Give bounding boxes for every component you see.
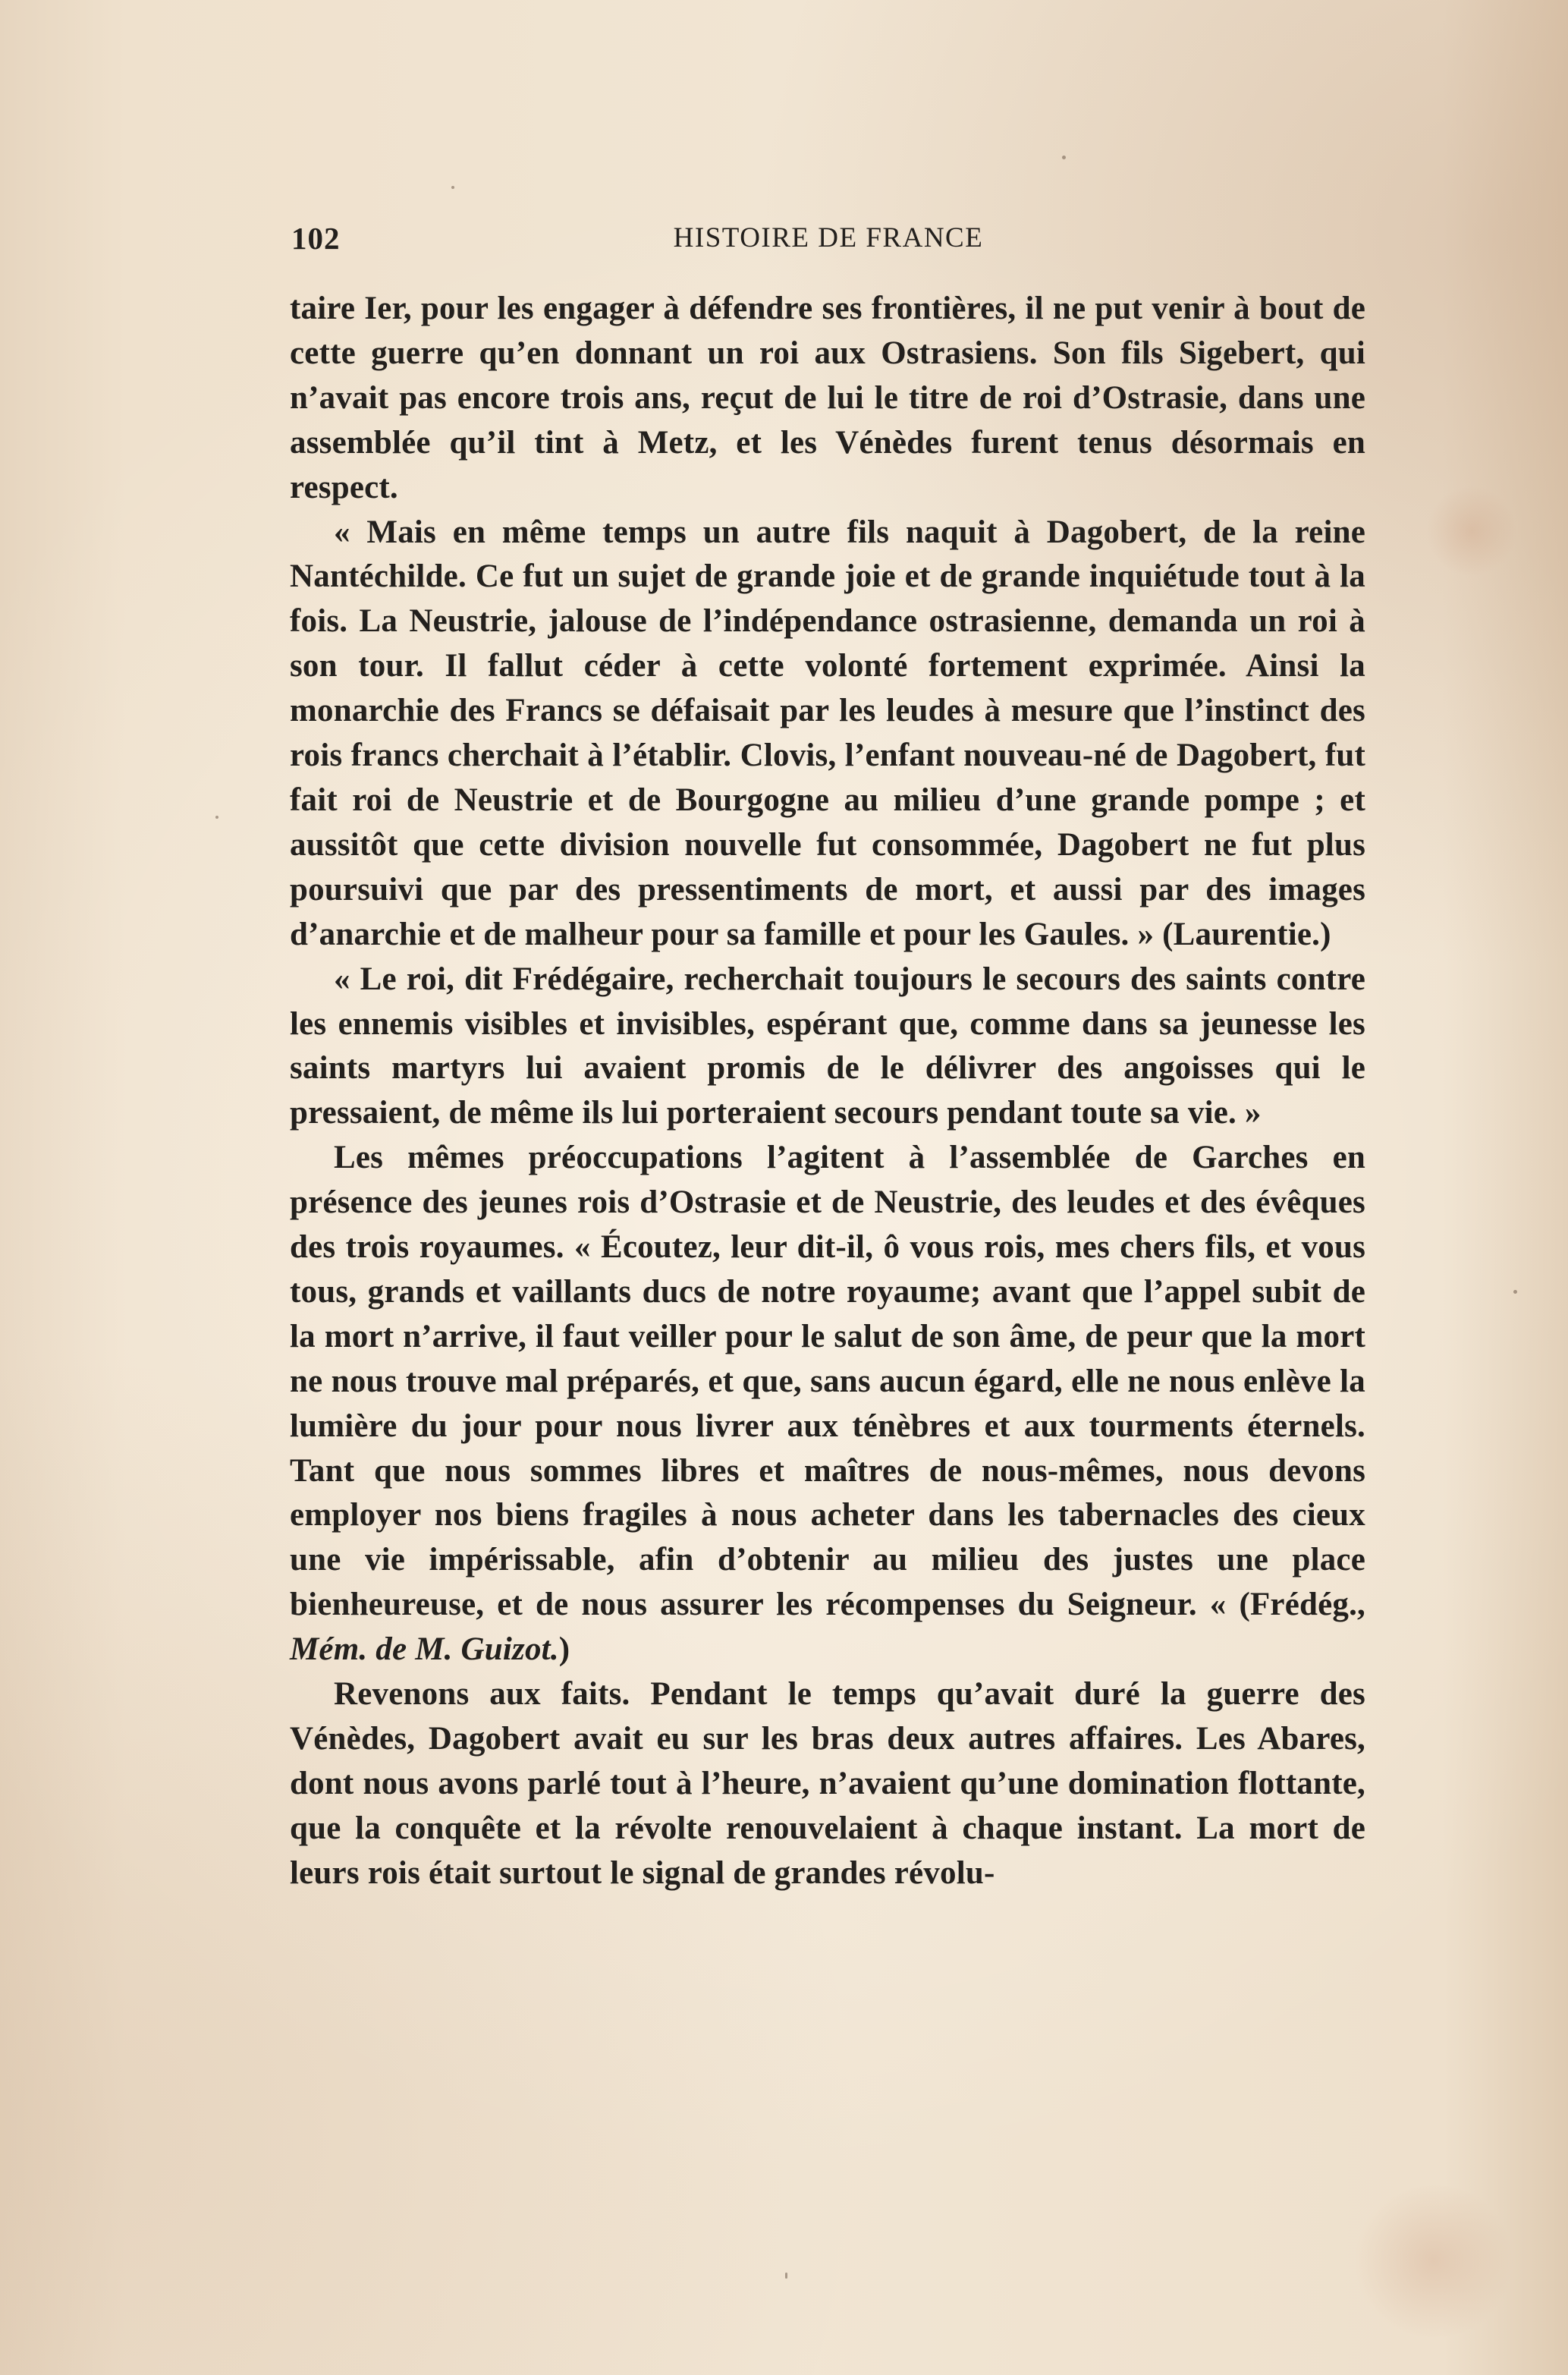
paragraph-4 — [290, 1136, 1365, 1672]
citation-closing: ) — [558, 1631, 570, 1668]
paper-stain — [1350, 2185, 1517, 2337]
paper-speck — [451, 186, 454, 189]
paper-stain — [1426, 486, 1517, 577]
running-title: HISTOIRE DE FRANCE — [673, 222, 984, 253]
paper-speck — [215, 816, 218, 819]
paragraph-1: taire Ier, pour les engager à défendre ses frontières, il ne put venir à bout de cette guerre qu’en donnant un roi aux Ostrasiens. Son fils Sigebert, qui n’avait pas encore trois ans, reçut de lui le titre de roi d’Ostrasie, dans une assemblée qu’il tint à Metz, et les Vénèdes furent tenus désormais en respect. — [290, 291, 1365, 505]
paragraph-5: Revenons aux faits. Pendant le temps qu’avait duré la guerre des Vénèdes, Dagobert avait eu sur les bras deux autres affaires. Les Abares, dont nous avons parlé tout à l’heure, n’avaient qu’une domination flottante, que la conquête et la révolte renouvelaient à chaque instant. La mort de leurs rois était surtout le signal de grandes révolu- — [290, 1676, 1365, 1891]
page-header — [291, 220, 1365, 260]
paper-speck — [1513, 1290, 1517, 1294]
body-text — [290, 287, 1365, 1896]
paper-speck — [785, 2273, 787, 2279]
citation-source: Mém. de M. Guizot. — [290, 1631, 559, 1668]
paragraph-3: « Le roi, dit Frédégaire, recherchait toujours le secours des saints contre les ennemis visibles et invisibles, espérant que, comme dans sa jeunesse les saints martyrs lui avaient promis de le délivrer des angoisses qui le pressaient, de même ils lui porteraient secours pendant toute sa vie. » — [290, 961, 1365, 1131]
page-number: 102 — [291, 221, 341, 256]
paragraph-4-text: Les mêmes préoccupations l’agitent à l’assemblée de Garches en présence des jeunes rois d’Ostrasie et de Neustrie, des leudes et des évêques des trois royaumes. « Écoutez, leur dit-il, ô vous rois, mes chers fils, et vous tous, grands et vaillants ducs de notre royaume; avant que l’appel subit de la mort n’arrive, il faut veiller pour le salut de son âme, de peur que la mort ne nous trouve mal préparés, et que, sans aucun égard, elle ne nous enlève la lumière du jour pour nous livrer aux ténèbres et aux tourments éternels. Tant que nous sommes libres et maîtres de nous-mêmes, nous devons employer nos biens fragiles à nous acheter dans les tabernacles des cieux une vie impérissable, afin d’obtenir au milieu des justes une place bienheureuse, et de nous assurer les récompenses du Seigneur. « (Frédég., — [290, 1140, 1365, 1623]
paragraph-2: « Mais en même temps un autre fils naquit à Dagobert, de la reine Nantéchilde. Ce fut un sujet de grande joie et de grande inquiétude tout à la fois. La Neustrie, jalouse de l’indépendance ostrasienne, demanda un roi à son tour. Il fallut céder à cette volonté fortement exprimée. Ainsi la monarchie des Francs se défaisait par les leudes à mesure que l’instinct des rois francs cherchait à l’établir. Clovis, l’enfant nouveau-né de Dagobert, fut fait roi de Neustrie et de Bourgogne au milieu d’une grande pompe ; et aussitôt que cette division nouvelle fut consommée, Dagobert ne fut plus poursuivi que par des pressentiments de mort, et aussi par des images d’anarchie et de malheur pour sa famille et pour les Gaules. » (Laurentie.) — [290, 514, 1365, 952]
paper-speck — [1062, 156, 1066, 159]
